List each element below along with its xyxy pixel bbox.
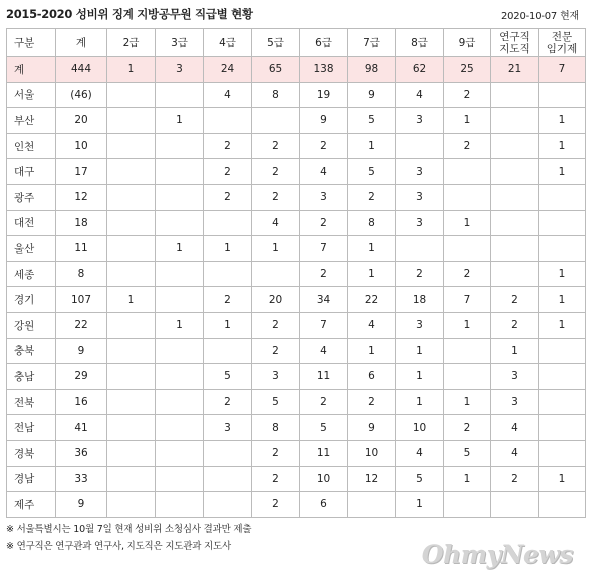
table-cell [107,184,156,210]
row-label: 경북 [7,440,56,466]
table-cell [444,364,491,390]
total-row [7,57,586,83]
table-cell: 36 [56,440,107,466]
table-cell: 20 [56,108,107,134]
row-label: 인천 [7,133,56,159]
column-header: 4급 [204,29,252,57]
table-cell: 9 [56,492,107,518]
table-cell [107,466,156,492]
table-cell [539,210,586,236]
table-cell: 2 [252,338,300,364]
table-cell: 3 [204,415,252,441]
row-label: 충북 [7,338,56,364]
table-cell: 1 [539,261,586,287]
table-cell: 2 [204,287,252,313]
table-cell: 10 [56,133,107,159]
table-cell [107,312,156,338]
table-cell [348,492,396,518]
table-cell: 12 [56,184,107,210]
table-cell [491,236,539,262]
table-cell [204,492,252,518]
table-cell: 444 [56,57,107,83]
table-row [7,159,586,185]
table-cell: 4 [491,415,539,441]
column-header: 8급 [396,29,444,57]
column-header: 6급 [300,29,348,57]
table-cell: 2 [252,312,300,338]
table-cell: 2 [252,159,300,185]
table-cell [156,338,204,364]
table-cell: 11 [300,440,348,466]
table-cell: 4 [348,312,396,338]
table-cell: 3 [396,108,444,134]
column-header: 5급 [252,29,300,57]
table-cell: 3 [396,184,444,210]
row-label: 제주 [7,492,56,518]
table-cell [204,108,252,134]
table-cell: 16 [56,389,107,415]
table-cell [156,82,204,108]
table-cell: 9 [348,415,396,441]
row-label: 충남 [7,364,56,390]
table-cell: 11 [56,236,107,262]
table-row [7,82,586,108]
page-title: 2015-2020 성비위 징계 지방공무원 직급별 현황 [6,7,253,21]
table-cell: 5 [348,108,396,134]
row-label: 대구 [7,159,56,185]
table-cell: 98 [348,57,396,83]
column-header: 구분 [7,29,56,57]
table-cell: 1 [156,108,204,134]
table-cell: 1 [539,287,586,313]
table-cell [491,210,539,236]
table-cell: 7 [539,57,586,83]
table-cell: 22 [348,287,396,313]
table-cell [539,364,586,390]
table-cell [156,159,204,185]
table-cell: 1 [396,338,444,364]
table-cell [156,261,204,287]
row-label: 경남 [7,466,56,492]
table-cell: 20 [252,287,300,313]
table-cell: 29 [56,364,107,390]
table-cell: 34 [300,287,348,313]
table-cell: 2 [252,184,300,210]
table-cell: 1 [444,389,491,415]
table-cell: 7 [300,312,348,338]
row-label: 대전 [7,210,56,236]
table-cell [107,415,156,441]
table-cell: 1 [444,108,491,134]
table-cell: 2 [444,133,491,159]
table-row [7,466,586,492]
table-cell: 3 [396,210,444,236]
table-cell: 2 [300,389,348,415]
table-cell [107,159,156,185]
table-cell: 12 [348,466,396,492]
table-cell: 8 [56,261,107,287]
table-cell [156,389,204,415]
ohmynews-logo: OhmyNews [421,540,573,569]
table-cell: 5 [204,364,252,390]
table-cell [491,184,539,210]
table-cell [491,82,539,108]
table-row [7,108,586,134]
table-cell [156,133,204,159]
table-cell: 3 [300,184,348,210]
table-cell: 9 [56,338,107,364]
table-cell: 3 [396,159,444,185]
table-cell: 2 [300,210,348,236]
table-cell: 1 [491,338,539,364]
table-cell: 2 [491,466,539,492]
table-cell: 6 [300,492,348,518]
table-cell [539,492,586,518]
table-cell: 1 [252,236,300,262]
column-header: 전문 임기제 [539,29,586,57]
table-cell: 3 [396,312,444,338]
table-cell: 9 [348,82,396,108]
table-cell [396,236,444,262]
table-cell [491,133,539,159]
table-cell [539,184,586,210]
table-cell: 1 [348,133,396,159]
table-cell [539,338,586,364]
table-cell: 2 [204,133,252,159]
table-cell: 5 [348,159,396,185]
table-cell: 18 [56,210,107,236]
column-header: 9급 [444,29,491,57]
table-cell: 2 [444,82,491,108]
table-cell [156,364,204,390]
table-cell: 4 [396,82,444,108]
table-cell: 3 [491,389,539,415]
table-cell: 9 [300,108,348,134]
table-cell [204,261,252,287]
table-cell: 10 [300,466,348,492]
table-cell: 2 [300,261,348,287]
row-label: 부산 [7,108,56,134]
table-cell [156,440,204,466]
table-cell [252,108,300,134]
table-cell: 1 [444,466,491,492]
table-cell: 10 [348,440,396,466]
row-label: 전북 [7,389,56,415]
footnote: ※ 연구직은 연구관과 연구사, 지도직은 지도관과 지도사 [6,541,231,552]
table-cell [107,389,156,415]
table-row [7,338,586,364]
table-cell: 2 [252,440,300,466]
table-row [7,440,586,466]
table-cell: 2 [204,159,252,185]
table-cell: 1 [348,338,396,364]
table-cell [107,492,156,518]
table-cell: 1 [539,133,586,159]
table-cell: 4 [300,338,348,364]
row-label: 경기 [7,287,56,313]
table-cell: 21 [491,57,539,83]
table-cell: 2 [444,261,491,287]
table-cell [444,492,491,518]
table-cell [204,440,252,466]
table-cell [252,261,300,287]
table-cell: 65 [252,57,300,83]
table-cell [107,108,156,134]
table-cell: 2 [252,492,300,518]
table-cell [107,236,156,262]
table-cell: 4 [204,82,252,108]
table-cell: 11 [300,364,348,390]
table-cell: 5 [252,389,300,415]
date-stamp: 2020-10-07 현재 [500,11,579,22]
footnote: ※ 서울특별시는 10월 7일 현재 성비위 소청심사 결과만 제출 [6,524,252,535]
table-cell: 1 [396,389,444,415]
table-cell: 1 [204,236,252,262]
table-cell: 18 [396,287,444,313]
table-cell [107,210,156,236]
row-label: 전남 [7,415,56,441]
table-cell: 2 [348,184,396,210]
table-row [7,492,586,518]
table-cell: 1 [539,312,586,338]
table-cell: 1 [204,312,252,338]
table-cell: 8 [252,82,300,108]
table-cell: (46) [56,82,107,108]
table-cell: 2 [348,389,396,415]
table-cell [491,261,539,287]
table-cell: 33 [56,466,107,492]
row-label: 세종 [7,261,56,287]
table-cell [156,492,204,518]
table-cell: 62 [396,57,444,83]
table-row [7,287,586,313]
table-cell [107,261,156,287]
table-cell: 2 [252,466,300,492]
table-row [7,261,586,287]
table-cell: 8 [348,210,396,236]
table-cell [204,466,252,492]
column-header: 연구직 지도직 [491,29,539,57]
table-cell: 22 [56,312,107,338]
table-cell: 1 [156,236,204,262]
table-cell: 25 [444,57,491,83]
table-cell [156,210,204,236]
row-label: 서울 [7,82,56,108]
table-cell: 7 [444,287,491,313]
table-cell: 1 [539,466,586,492]
table-cell: 1 [539,159,586,185]
row-label: 계 [7,57,56,83]
table-cell [107,440,156,466]
row-label: 광주 [7,184,56,210]
column-header: 3급 [156,29,204,57]
table-cell: 2 [300,133,348,159]
table-cell: 3 [252,364,300,390]
table-cell [539,389,586,415]
table-cell: 3 [491,364,539,390]
table-cell [444,338,491,364]
table-cell: 2 [252,133,300,159]
table-cell: 1 [348,261,396,287]
table-cell: 8 [252,415,300,441]
table-cell: 4 [491,440,539,466]
table-row [7,415,586,441]
table-cell [156,184,204,210]
table-cell: 1 [444,312,491,338]
table-cell: 17 [56,159,107,185]
table-cell: 2 [491,287,539,313]
table-cell [539,440,586,466]
table-cell [204,210,252,236]
table-row [7,312,586,338]
table-cell [107,133,156,159]
table-cell [156,287,204,313]
table-row [7,389,586,415]
table-cell [491,159,539,185]
table-cell [491,108,539,134]
row-label: 강원 [7,312,56,338]
column-header: 2급 [107,29,156,57]
table-cell: 5 [444,440,491,466]
table-row [7,133,586,159]
table-cell: 24 [204,57,252,83]
footnotes [6,521,251,555]
table-cell: 41 [56,415,107,441]
table-cell: 4 [252,210,300,236]
table-cell [396,133,444,159]
table-cell [539,82,586,108]
table-cell: 1 [107,57,156,83]
table-cell: 2 [204,184,252,210]
table-cell [107,82,156,108]
table-cell: 2 [396,261,444,287]
table-row [7,210,586,236]
table-cell: 1 [396,492,444,518]
table-row [7,364,586,390]
table-cell: 1 [396,364,444,390]
column-header: 계 [56,29,107,57]
table-cell: 6 [348,364,396,390]
table-cell [156,415,204,441]
table-cell [539,415,586,441]
table-cell: 1 [444,210,491,236]
table-cell: 1 [156,312,204,338]
table-cell: 7 [300,236,348,262]
table-cell: 4 [396,440,444,466]
table-cell: 2 [444,415,491,441]
table-cell: 1 [539,108,586,134]
table-cell [444,184,491,210]
table-cell: 5 [396,466,444,492]
table-cell: 2 [491,312,539,338]
table-cell: 4 [300,159,348,185]
table-cell: 19 [300,82,348,108]
table-cell [156,466,204,492]
table-cell: 138 [300,57,348,83]
discipline-table [6,28,586,518]
table-cell [539,236,586,262]
table-cell: 10 [396,415,444,441]
table-cell: 2 [204,389,252,415]
table-cell [491,492,539,518]
table-cell [444,159,491,185]
table-row [7,236,586,262]
row-label: 울산 [7,236,56,262]
table-cell [204,338,252,364]
header-row [7,29,586,57]
table-cell [107,364,156,390]
table-cell: 3 [156,57,204,83]
table-cell [107,338,156,364]
table-row [7,184,586,210]
table-cell: 5 [300,415,348,441]
table-cell: 107 [56,287,107,313]
table-cell: 1 [107,287,156,313]
table-cell: 1 [348,236,396,262]
table-cell [444,236,491,262]
column-header: 7급 [348,29,396,57]
